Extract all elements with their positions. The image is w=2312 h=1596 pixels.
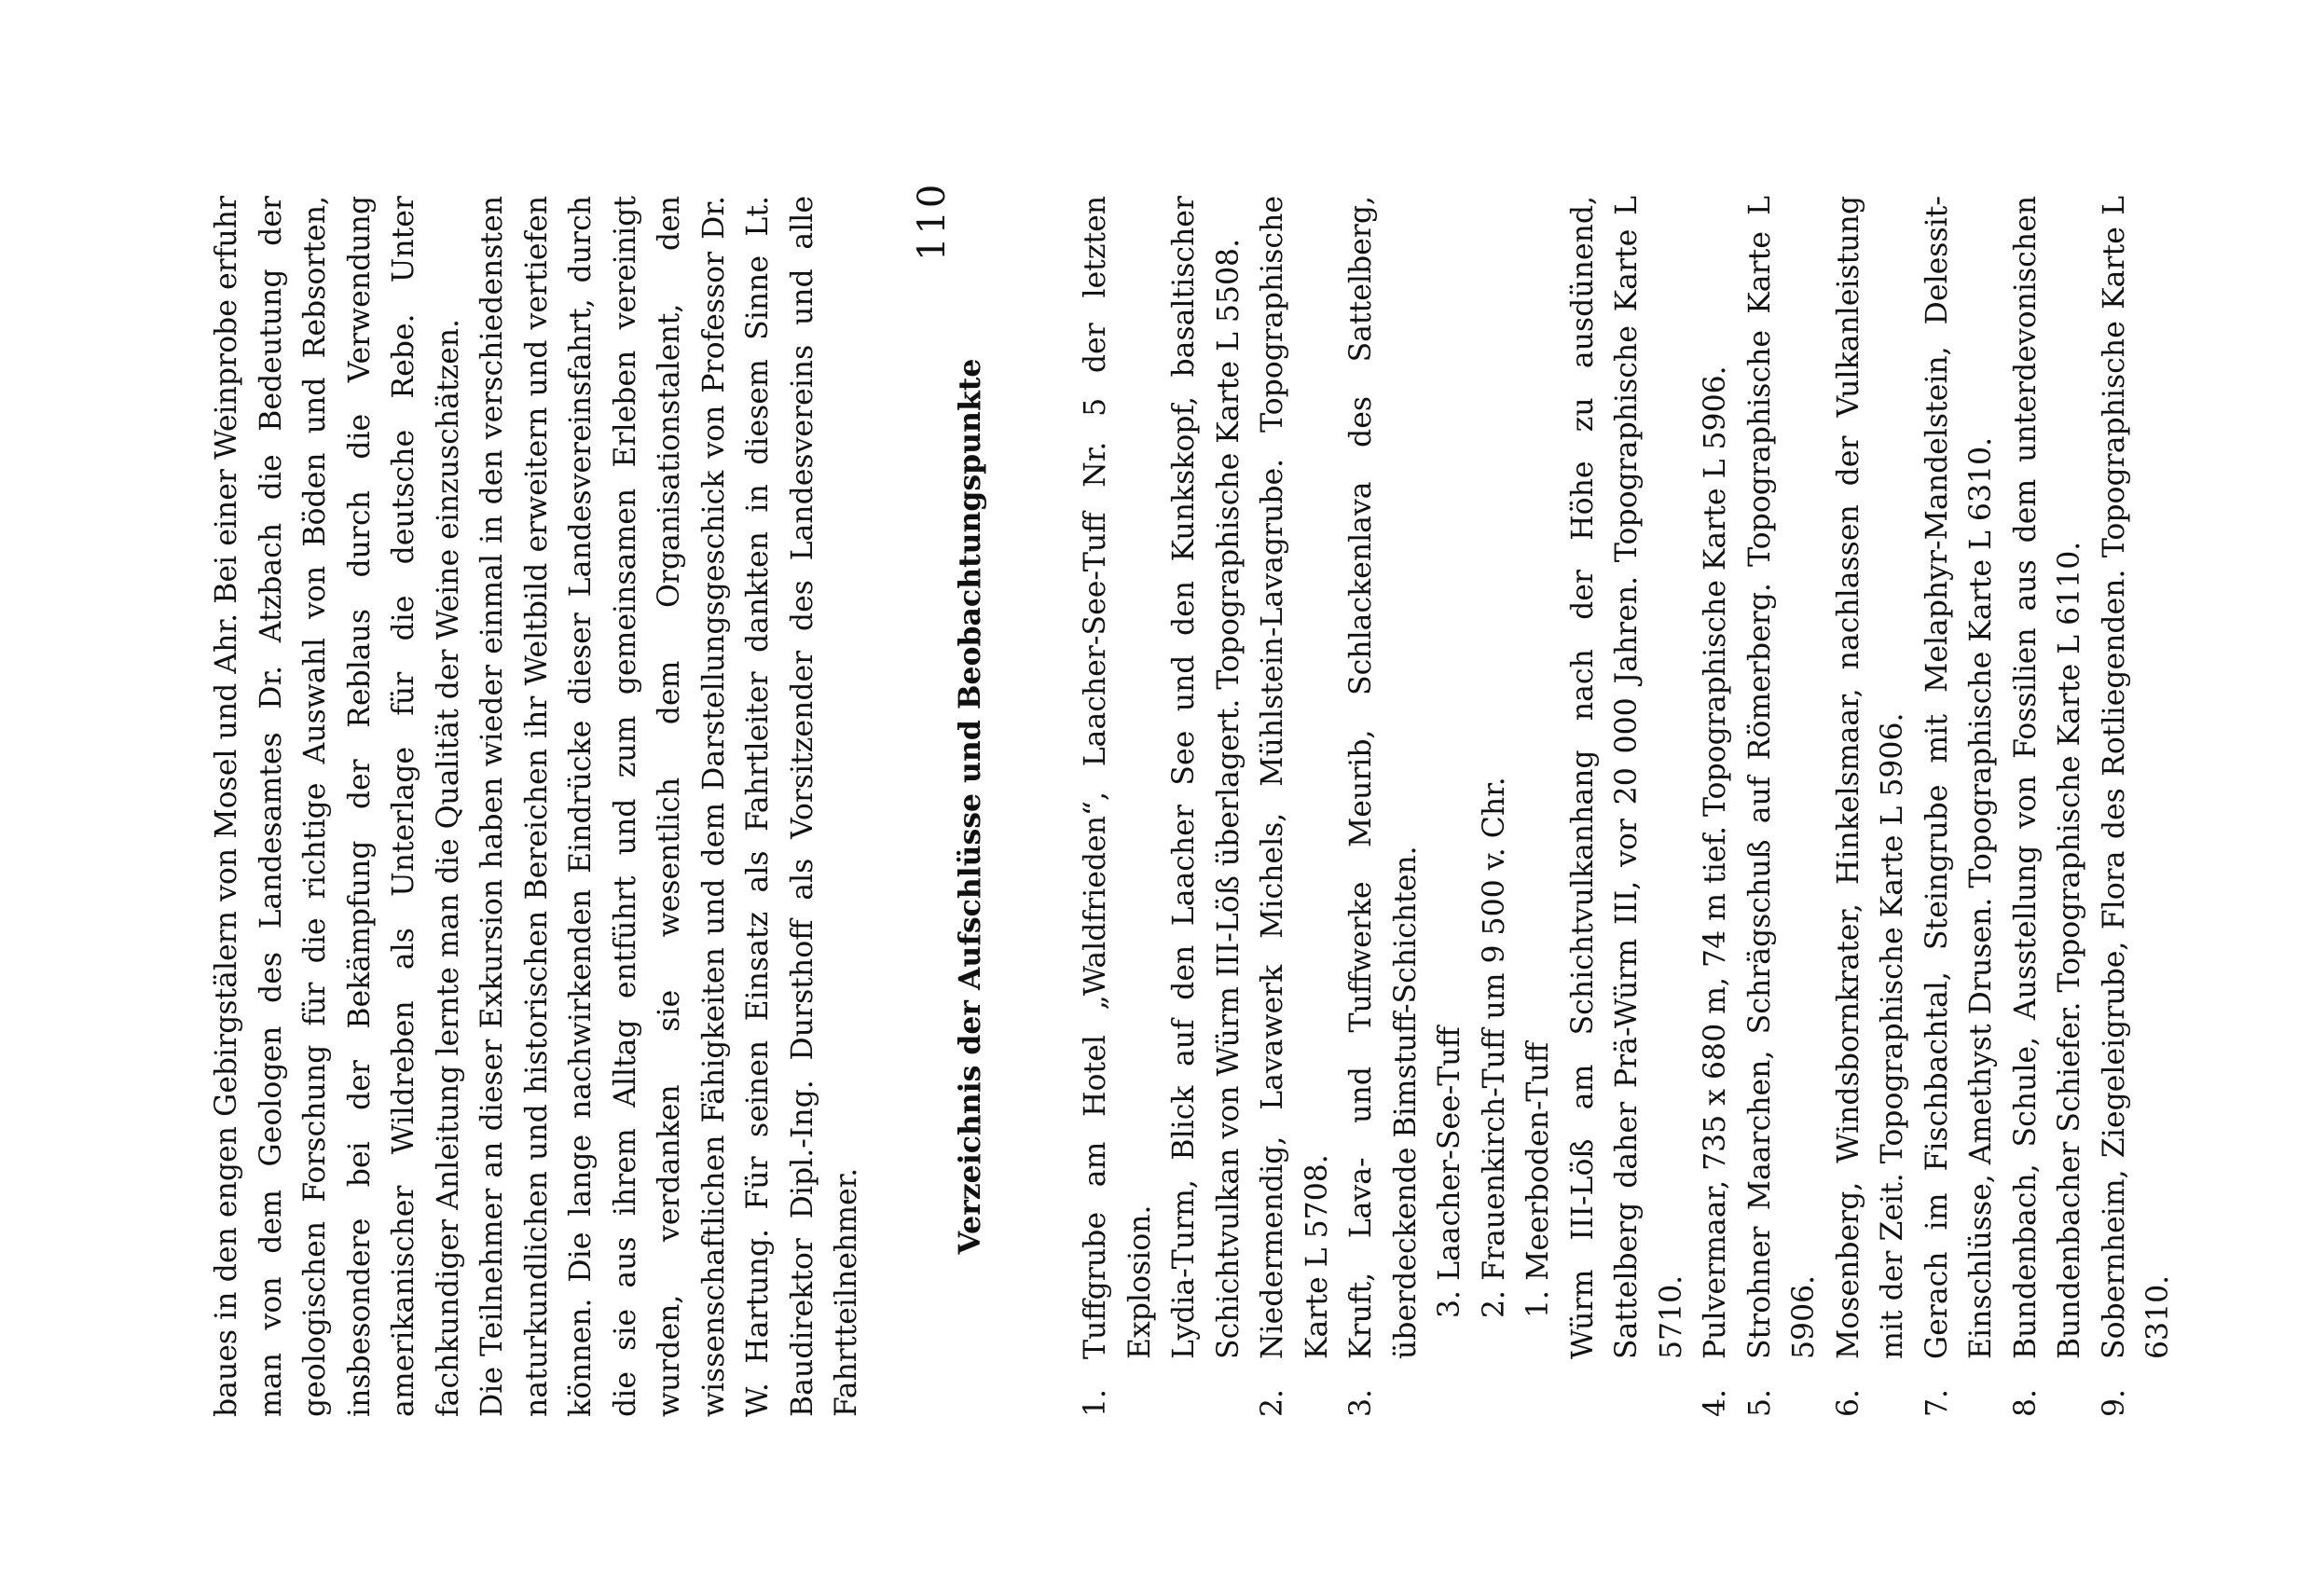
list-subitem: 3. Laacher-See-Tuff: [1433, 1026, 1466, 1318]
list-item-number: 3.: [1344, 1388, 1378, 1417]
list-item-text: Bundenbach, Schule, Ausstellung von Fossilien aus dem unterdevonischen Bundenbacher Schiefer. Topographische Karte L 6110.: [2008, 196, 2086, 1359]
list-item: [1694, 196, 1739, 1417]
paragraph-2: Die Teilnehmer an dieser Exkursion haben wieder einmal in den verschiedensten naturkundlichen und historischen Bereichen ihr Weltbild erweitern und vertiefen können. Die lange nachwirkenden Eindrücke dieser Landesvereinsfahrt, durch die sie aus ihrem Alltag entführt und zum gemeinsamen Erleben vereinigt wurden, verdanken sie wesentlich dem Organisationstalent, den wissenschaftlichen Fähigkeiten und dem Darstellungsgeschick von Professor Dr. W. Hartung. Für seinen Einsatz als Fahrtleiter dankten in diesem Sinne Lt. Baudirektor Dipl.-Ing. Dursthoff als Vorsitzender des Landesvereins und alle Fahrtteilnehmer.: [475, 196, 863, 1417]
list-item-number: 6.: [1831, 1388, 1865, 1417]
list-item: [1916, 196, 2004, 1417]
list-item: [2093, 196, 2181, 1417]
page-content: [205, 196, 2181, 1417]
list-item-text: Lydia-Turm, Blick auf den Laacher See und den Kunkskopf, basaltischer Schichtvulkan von Würm III-Löß überlagert. Topographische Karte L 5508.: [1167, 196, 1245, 1359]
list-item-text: Gerach im Fischbachtal, Steingrube mit Melaphyr-Mandelstein, Delessit-Einschlüsse, Amethyst Drusen. Topographische Karte L 6310.: [1920, 196, 1998, 1359]
list-item-number: 7.: [1920, 1388, 1954, 1417]
paragraph-1: baues in den engen Gebirgstälern von Mosel und Ahr. Bei einer Weinprobe erfuhr man von dem Geologen des Landesamtes Dr. Atzbach die Bedeutung der geologischen Forschung für die richtige Auswahl von Böden und Rebsorten, insbesondere bei der Bekämpfung der Reblaus durch die Verwendung amerikanischer Wildreben als Unterlage für die deutsche Rebe. Unter fachkundiger Anleitung lernte man die Qualität der Weine einzuschätzen.: [210, 196, 465, 1417]
observation-points-list: [1074, 196, 2181, 1417]
list-item-text: Mosenberg, Windsbornkrater, Hinkelsmaar, nachlassen der Vulkanleistung mit der Zeit. Topographische Karte L 5906.: [1831, 196, 1909, 1359]
list-item-number: 5.: [1742, 1388, 1777, 1417]
list-item-text: Sobernheim, Ziegeleigrube, Flora des Rotliegenden. Topographische Karte L 6310.: [2097, 196, 2175, 1359]
list-item-text: Pulvermaar, 735 x 680 m, 74 m tief. Topographische Karte L 5906.: [1699, 365, 1732, 1359]
list-subitem: 2. Frauenkirch-Tuff um 9 500 v. Chr.: [1477, 777, 1511, 1318]
list-item: [1739, 196, 1827, 1417]
list-item: [1827, 196, 1916, 1417]
list-item-number: 9.: [2097, 1388, 2131, 1417]
list-item: [1074, 196, 1251, 1417]
list-item-text: Strohner Maarchen, Schrägschuß auf Römerberg. Topographische Karte L 5906.: [1742, 196, 1821, 1359]
list-item-number: 4.: [1699, 1388, 1732, 1417]
list-item: [1340, 196, 1694, 1417]
list-subitem: 1. Meerboden-Tuff: [1521, 1041, 1555, 1318]
page-number: 110: [911, 181, 954, 261]
list-item: [2004, 196, 2093, 1417]
list-heading: Verzeichnis der Aufschlüsse und Beobachtungspunkte: [952, 358, 987, 1255]
list-item-number: 1.: [1079, 1388, 1112, 1417]
list-item-text: Niedermendig, Lavawerk Michels, Mühlstein-Lavagrube. Topographische Karte L 5708.: [1256, 196, 1334, 1359]
list-item-number: 2.: [1256, 1388, 1289, 1417]
list-item: [1251, 196, 1340, 1417]
list-item-text: Würm III-Löß am Schichtvulkanhang nach der Höhe zu ausdünend, Sattelberg daher Prä-Würm III, vor 20 000 Jahren. Topographische Karte L 5710.: [1565, 196, 1688, 1359]
list-item-text: Tuffgrube am Hotel „Waldfrieden“, Laacher-See-Tuff Nr. 5 der letzten Explosion.: [1079, 196, 1157, 1359]
list-item-text: Kruft, Lava- und Tuffwerke Meurib, Schlackenlava des Sattelberg, überdeckende Bimstuff-Schichten.: [1344, 196, 1423, 1359]
list-item-number: 8.: [2008, 1388, 2043, 1417]
